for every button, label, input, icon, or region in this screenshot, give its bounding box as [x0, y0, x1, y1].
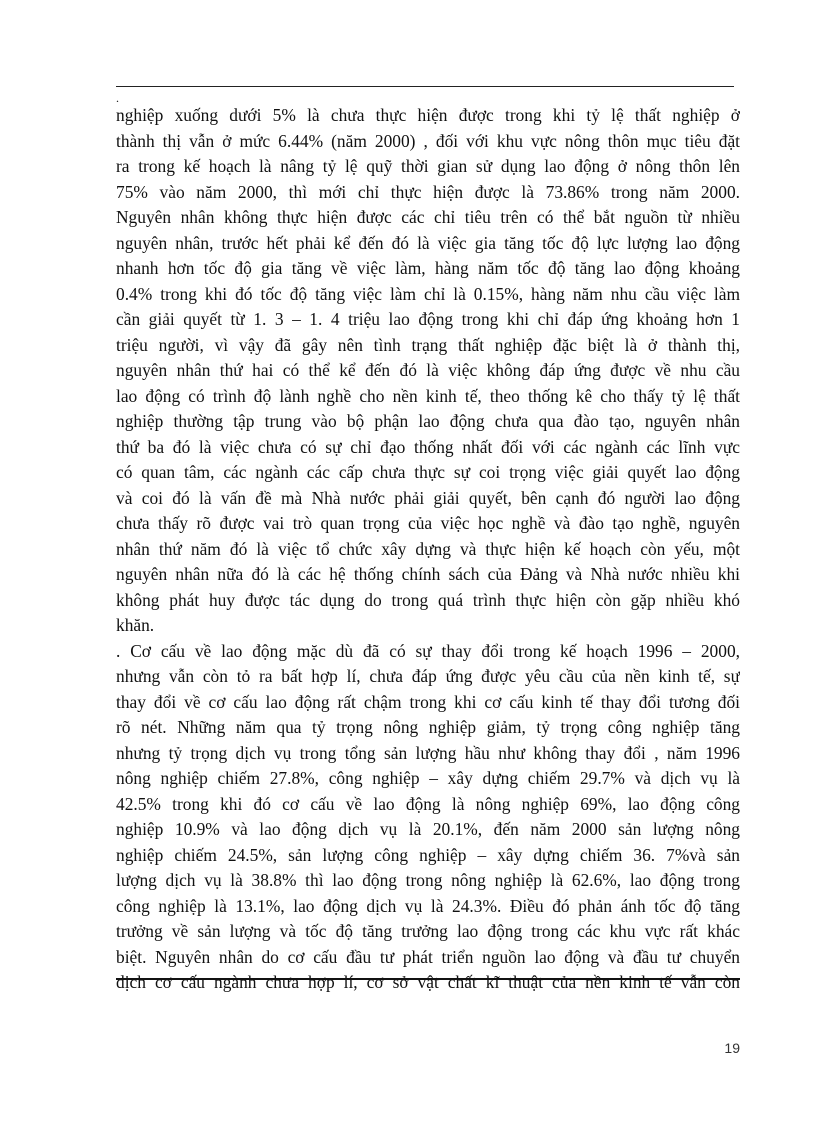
- text-line: nông nghiệp chiếm 27.8%, công nghiệp – xây dựng chiếm 29.7% và dịch vụ là: [116, 768, 740, 788]
- text-line: cần giải quyết từ 1. 3 – 1. 4 triệu lao động trong khi chỉ đáp ứng khoảng hơn 1: [116, 309, 740, 329]
- text-line: nguyên nhân thứ hai có thể kể đến đó là việc không đáp ứng được về nhu cầu: [116, 360, 740, 380]
- text-line: dịch cơ cấu ngành chưa hợp lí, cơ sở vật chất kĩ thuật của nền kinh tế vẫn còn: [116, 972, 740, 992]
- text-line: 42.5% trong khi đó cơ cấu về lao động là nông nghiệp 69%, lao động công: [116, 793, 740, 814]
- text-line: lượng dịch vụ là 38.8% thì lao động trong nông nghiệp là 62.6%, lao động trong: [116, 870, 740, 890]
- text-line: thứ ba đó là việc chưa có sự chỉ đạo thống nhất đối với các ngành các lĩnh vực: [116, 436, 740, 457]
- text-line: nguyên nhân, trước hết phải kể đến đó là việc gia tăng tốc độ lực lượng lao động: [116, 232, 740, 253]
- body-text: [116, 103, 740, 996]
- text-line: chưa thấy rõ được vai trò quan trọng của việc học nghề và đào tạo nghề, nguyên: [116, 513, 740, 533]
- text-line: nhân thứ năm đó là việc tổ chức xây dựng và thực hiện kế hoạch còn yếu, một: [116, 538, 740, 559]
- text-line: ra trong kế hoạch là nâng tỷ lệ quỹ thời gian sử dụng lao động ở nông thôn lên: [116, 156, 740, 176]
- text-line: nghiệp 10.9% và lao động dịch vụ là 20.1%, đến năm 2000 sản lượng nông: [116, 819, 740, 839]
- text-line: 0.4% trong khi đó tốc độ tăng việc làm chỉ là 0.15%, hàng năm nhu cầu việc làm: [116, 283, 740, 304]
- text-line: công nghiệp là 13.1%, lao động dịch vụ là 24.3%. Điều đó phản ánh tốc độ tăng: [116, 895, 740, 916]
- text-line: nghiệp chiếm 24.5%, sản lượng công nghiệp – xây dựng chiếm 36. 7%và sản: [116, 844, 740, 865]
- text-line: nhanh hơn tốc độ gia tăng về việc làm, hàng năm tốc độ tăng lao động khoảng: [116, 258, 740, 278]
- text-line: có quan tâm, các ngành các cấp chưa thực sự coi trọng việc giải quyết lao động: [116, 462, 740, 482]
- text-line: không phát huy được tác dụng do trong quá trình thực hiện còn gặp nhiều khó: [116, 589, 740, 610]
- text-line: nghiệp thường tập trung vào bộ phận lao động chưa qua đào tạo, nguyên nhân: [116, 411, 740, 431]
- footer-rule: [116, 978, 740, 980]
- header-rule: [116, 86, 734, 87]
- page-number: 19: [724, 1040, 740, 1056]
- text-line: thay đổi về cơ cấu lao động rất chậm trong khi cơ cấu kinh tế thay đổi tương đối: [116, 691, 740, 712]
- paragraph-marker: .: [116, 91, 119, 105]
- text-line: trưởng về sản lượng và tốc độ tăng trưởng lao động trong các khu vực rất khác: [116, 921, 740, 941]
- text-line: 75% vào năm 2000, thì mới chỉ thực hiện được là 73.86% trong năm 2000.: [116, 181, 740, 202]
- text-line: nhưng tỷ trọng dịch vụ trong tổng sản lượng hầu như không thay đổi , năm 1996: [116, 742, 740, 763]
- text-line: . Cơ cấu về lao động mặc dù đã có sự thay đổi trong kế hoạch 1996 – 2000,: [116, 640, 740, 661]
- text-line: thành thị vẫn ở mức 6.44% (năm 2000) , đối với khu vực nông thôn mục tiêu đặt: [116, 130, 740, 151]
- text-line: triệu người, vì vậy đã gây nên tình trạng thất nghiệp đặc biệt là ở thành thị,: [116, 334, 740, 355]
- text-line: rõ nét. Những năm qua tỷ trọng nông nghiệp giảm, tỷ trọng công nghiệp tăng: [116, 717, 740, 737]
- text-line: và coi đó là vấn đề mà Nhà nước phải giải quyết, bên cạnh đó người lao động: [116, 487, 740, 508]
- text-line: lao động có trình độ lành nghề cho nền kinh tế, theo thống kê cho thấy tỷ lệ thất: [116, 385, 740, 406]
- text-line: nguyên nhân nữa đó là các hệ thống chính sách của Đảng và Nhà nước nhiều khi: [116, 564, 740, 584]
- text-line: nghiệp xuống dưới 5% là chưa thực hiện được trong khi tỷ lệ thất nghiệp ở: [116, 105, 740, 125]
- text-line: Nguyên nhân không thực hiện được các chỉ tiêu trên có thể bắt nguồn từ nhiều: [116, 207, 740, 227]
- text-line: biệt. Nguyên nhân do cơ cấu đầu tư phát triển nguồn lao động và đầu tư chuyển: [116, 946, 740, 967]
- text-line: khăn.: [116, 615, 155, 635]
- text-line: nhưng vẫn còn tỏ ra bất hợp lí, chưa đáp ứng được yêu cầu của nền kinh tế, sự: [116, 666, 740, 686]
